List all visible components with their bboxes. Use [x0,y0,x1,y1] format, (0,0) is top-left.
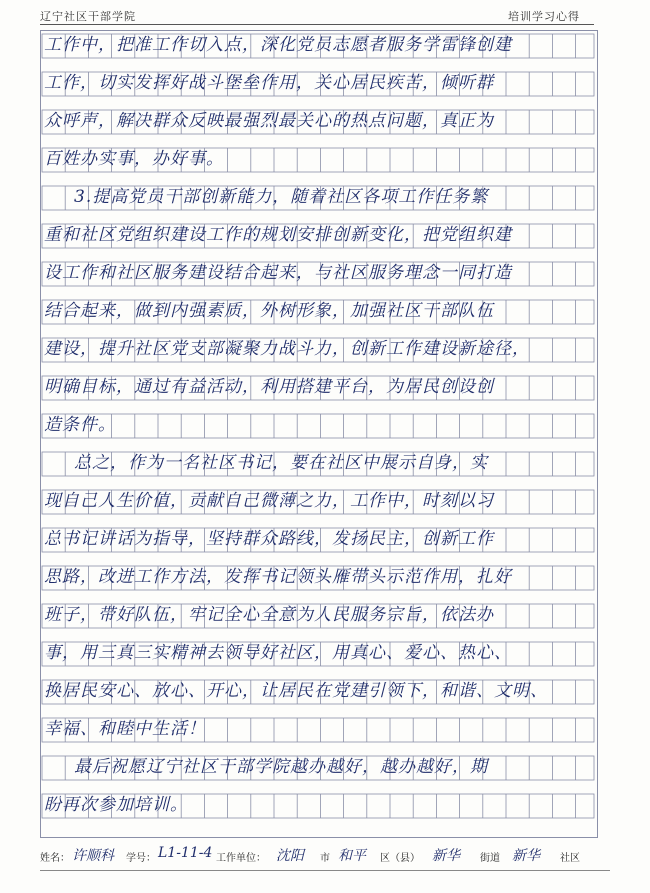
student-id-value: L1-11-4 [158,845,213,861]
essay-line: 班子，带好队伍，牢记全心全意为人民服务宗旨，依法办 [44,605,494,625]
footer-rule [40,870,610,871]
essay-line: 事，用三真三实精神去领导好社区，用真心、爱心、热心、 [44,643,512,663]
district-value: 和平 [338,848,366,864]
academy-name: 辽宁社区干部学院 [40,10,136,23]
city-value: 沈阳 [276,848,304,864]
essay-line: 造条件。 [44,415,116,435]
essay-line: 明确目标，通过有益活动，利用搭建平台，为居民创设创 [44,377,494,397]
header-rule [40,24,594,25]
community-value: 新华 [512,848,540,864]
city-label: 市 [320,853,330,864]
community-label: 社区 [560,853,580,864]
document-title: 培训学习心得 [508,10,580,23]
essay-line: 结合起来，做到内强素质，外树形象，加强社区干部队伍 [44,301,494,321]
essay-line: 设工作和社区服务建设结合起来，与社区服务理念一同打造 [44,263,512,283]
essay-line: 幸福、和睦中生活！ [44,719,206,739]
essay-line: 换居民安心、放心、开心，让居民在党建引领下，和谐、文明、 [44,681,548,701]
student-id-label: 学号： [126,853,156,864]
essay-line: 众呼声，解决群众反映最强烈最关心的热点问题，真正为 [44,111,494,131]
essay-line: 工作，切实发挥好战斗堡垒作用，关心居民疾苦，倾听群 [44,73,494,93]
work-unit-label: 工作单位： [216,853,266,864]
essay-line: 总之，作为一名社区书记，要在社区中展示自身，实 [74,453,488,473]
essay-line: 盼再次参加培训。 [44,795,188,815]
essay-line: 最后祝愿辽宁社区干部学院越办越好，越办越好，期 [74,757,488,777]
name-value: 许顺科 [72,848,114,864]
essay-line: 重和社区党组织建设工作的规划安排创新变化，把党组织建 [44,225,512,245]
essay-line: 百姓办实事，办好事。 [44,149,224,169]
street-label: 街道 [480,853,500,864]
essay-line: 现自己人生价值，贡献自己微薄之力，工作中，时刻以习 [44,491,494,511]
essay-line: 总书记讲话为指导，坚持群众路线，发扬民主，创新工作 [44,529,494,549]
essay-line: 工作中，把准工作切入点，深化党员志愿者服务学雷锋创建 [44,35,512,55]
name-label: 姓名： [40,853,70,864]
essay-line: 思路，改进工作方法，发挥书记领头雁带头示范作用，扎好 [44,567,512,587]
district-label: 区（县） [380,853,420,864]
essay-line: 3.提高党员干部创新能力，随着社区各项工作任务繁 [74,187,489,207]
student-info-footer [40,845,610,865]
street-value: 新华 [432,848,460,864]
essay-line: 建设，提升社区党支部凝聚力战斗力，创新工作建设新途径， [44,339,530,359]
